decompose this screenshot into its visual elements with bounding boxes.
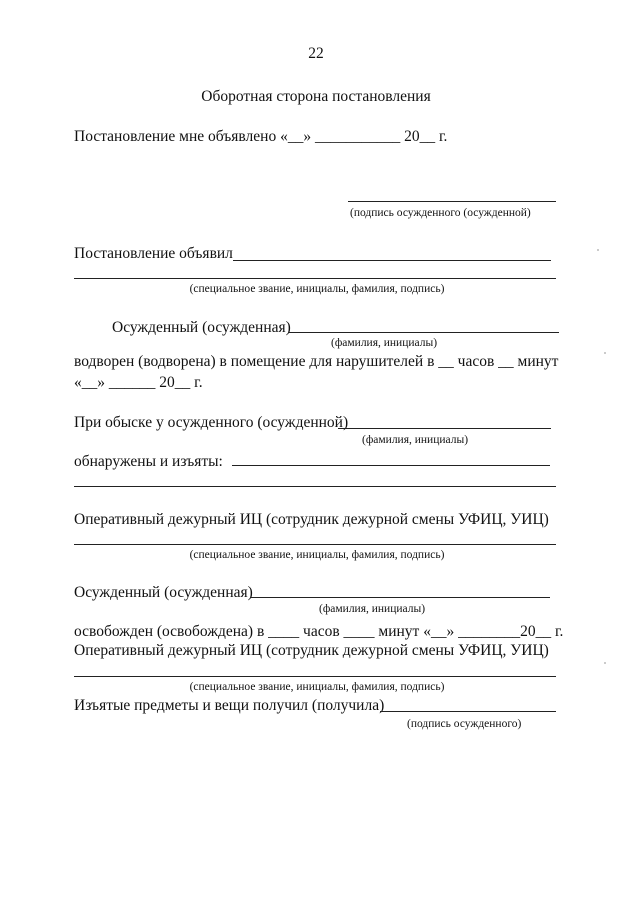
fill-line <box>232 465 550 466</box>
scan-speck <box>597 249 599 251</box>
rank-caption: (специальное звание, инициалы, фамилия, подпись) <box>189 549 445 561</box>
fill-line <box>338 428 551 429</box>
fill-line <box>74 676 556 677</box>
announced-by-label: Постановление объявил <box>74 245 233 262</box>
convicted-label: Осужденный (осужденная) <box>112 319 291 336</box>
search-label: При обыске у осужденного (осужденной) <box>74 414 349 431</box>
signature-line <box>348 201 556 202</box>
found-label: обнаружены и изъяты: <box>74 453 223 470</box>
page-heading: Оборотная сторона постановления <box>201 88 431 105</box>
fill-line <box>74 486 556 487</box>
fill-line <box>233 260 551 261</box>
rank-caption: (специальное звание, инициалы, фамилия, подпись) <box>189 681 445 693</box>
page-number: 22 <box>308 45 324 62</box>
signature-caption: (подпись осужденного (осужденной) <box>350 207 531 219</box>
duty-officer-label: Оперативный дежурный ИЦ (сотрудник дежурной смены УФИЦ, УИЦ) <box>74 511 549 528</box>
fill-line <box>74 278 556 279</box>
scan-speck <box>604 352 606 354</box>
release-line: освобожден (освобождена) в ____ часов ____ минут «__» ________20__ г. <box>74 623 564 640</box>
fill-line <box>250 597 550 598</box>
fill-line <box>288 332 559 333</box>
duty-officer-label: Оперативный дежурный ИЦ (сотрудник дежурной смены УФИЦ, УИЦ) <box>74 642 549 659</box>
placement-date-line: «__» ______ 20__ г. <box>74 374 203 391</box>
announce-line: Постановление мне объявлено «__» ___________ 20__ г. <box>74 128 448 145</box>
items-received-label: Изъятые предметы и вещи получил (получила) <box>74 697 385 714</box>
convicted-label: Осужденный (осужденная) <box>74 584 253 601</box>
rank-caption: (специальное звание, инициалы, фамилия, подпись) <box>189 283 445 295</box>
fill-line <box>74 544 556 545</box>
scan-speck <box>604 662 606 664</box>
name-caption: (фамилия, инициалы) <box>362 434 469 446</box>
name-caption: (фамилия, инициалы) <box>331 337 438 349</box>
placement-line: водворен (водворена) в помещение для нарушителей в __ часов __ минут <box>74 353 559 370</box>
signature-caption: (подпись осужденного) <box>407 718 522 730</box>
name-caption: (фамилия, инициалы) <box>319 603 426 615</box>
signature-line <box>380 711 556 712</box>
